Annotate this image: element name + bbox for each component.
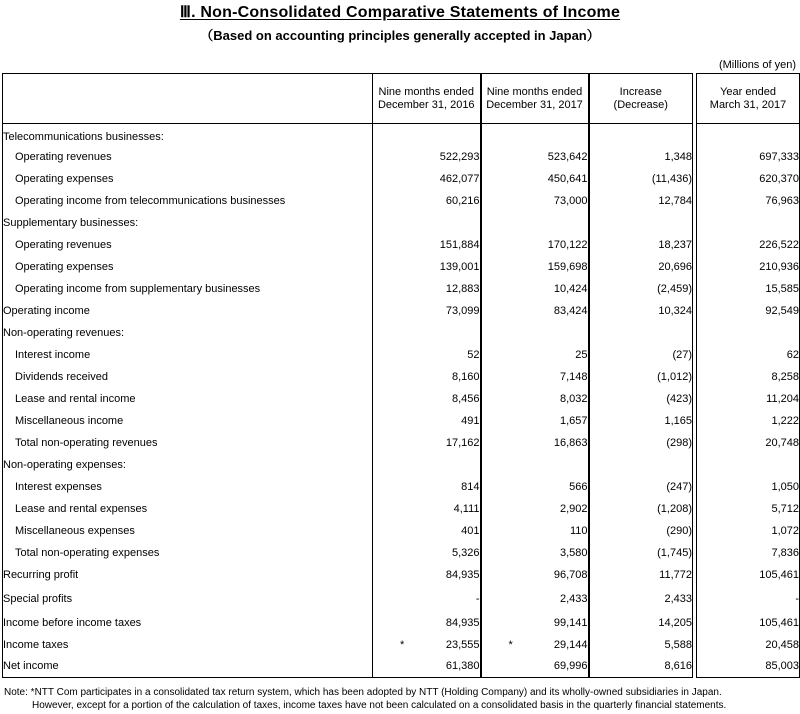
cell-change: 11,772 <box>659 568 692 581</box>
cell-mar-2017: 15,585 <box>697 278 800 300</box>
cell-mar-2017: 11,204 <box>697 388 800 410</box>
table-row <box>3 612 800 634</box>
table-header-row <box>3 74 800 124</box>
table-row <box>3 586 800 612</box>
cell-mar-2017: 697,333 <box>697 146 800 168</box>
cell-dec-2017: * 29,144 <box>481 634 589 656</box>
table-row <box>3 168 800 190</box>
cell-change: 10,324 <box>658 304 692 317</box>
cell-dec-2016: 84,935 <box>373 564 481 586</box>
cell-change: (1,208) <box>657 502 692 515</box>
cell-mar-2017: 8,258 <box>697 366 800 388</box>
cell-mar-2017: 20,748 <box>697 432 800 454</box>
row-label: Non-operating revenues: <box>3 322 373 344</box>
cell-dec-2016: 462,077 <box>373 168 481 190</box>
cell-dec-2016: * 23,555 <box>373 634 481 656</box>
row-label: Telecommunications businesses: <box>3 124 373 146</box>
cell-mar-2017: 1,050 <box>697 476 800 498</box>
cell-dec-2016: 139,001 <box>373 256 481 278</box>
unit-label: (Millions of yen) <box>718 59 796 71</box>
cell-mar-2017: 76,963 <box>697 190 800 212</box>
table-row <box>3 344 800 366</box>
note-marker: * <box>400 638 405 651</box>
cell-dec-2017 <box>481 454 589 476</box>
row-label: Lease and rental income <box>3 388 373 410</box>
cell-change: (423) <box>666 392 692 405</box>
cell-mar-2017: 620,370 <box>697 168 800 190</box>
cell-dec-2017: 16,863 <box>481 432 589 454</box>
table-row <box>3 234 800 256</box>
table-row <box>3 322 800 344</box>
cell-dec-2016 <box>373 454 481 476</box>
cell-mar-2017: 1,222 <box>697 410 800 432</box>
row-label: Non-operating expenses: <box>3 454 373 476</box>
row-label: Total non-operating expenses <box>3 542 373 564</box>
row-label: Dividends received <box>3 366 373 388</box>
cell-mar-2017: - <box>697 586 800 612</box>
cell-dec-2016 <box>373 124 481 146</box>
row-label: Operating expenses <box>3 256 373 278</box>
cell-dec-2016: 52 <box>373 344 481 366</box>
cell-dec-2016: 401 <box>373 520 481 542</box>
row-label: Miscellaneous expenses <box>3 520 373 542</box>
cell-change: 8,616 <box>589 656 693 678</box>
row-label: Lease and rental expenses <box>3 498 373 520</box>
cell-dec-2016: 17,162 <box>373 432 481 454</box>
row-label: Income taxes <box>3 634 373 656</box>
cell-mar-2017: 1,072 <box>697 520 800 542</box>
cell-dec-2017: 159,698 <box>481 256 589 278</box>
row-label: Operating revenues <box>3 146 373 168</box>
cell-mar-2017: 7,836 <box>697 542 800 564</box>
cell-dec-2017 <box>481 124 589 146</box>
cell-change: (1,012) <box>657 370 692 383</box>
cell-change <box>589 124 693 146</box>
cell-change: (298) <box>666 436 692 449</box>
table-row <box>3 498 800 520</box>
cell-change: 18,237 <box>658 238 692 251</box>
cell-change: (11,436) <box>651 172 692 185</box>
table-row <box>3 564 800 586</box>
income-statement-table <box>2 73 800 678</box>
cell-dec-2016: 5,326 <box>373 542 481 564</box>
cell-dec-2016: 522,293 <box>373 146 481 168</box>
cell-change: 1,165 <box>664 414 692 427</box>
cell-dec-2016: 61,380 <box>373 656 481 678</box>
cell-change: 14,205 <box>658 616 692 629</box>
table-row <box>3 388 800 410</box>
cell-dec-2016: - <box>373 586 481 612</box>
header-label-cell <box>3 74 373 124</box>
cell-mar-2017: 210,936 <box>697 256 800 278</box>
cell-dec-2017: 2,433 <box>481 586 589 612</box>
cell-dec-2016: 4,111 <box>373 498 481 520</box>
cell-mar-2017 <box>697 212 800 234</box>
table-row <box>3 300 800 322</box>
cell-dec-2016: 814 <box>373 476 481 498</box>
cell-change: 20,696 <box>658 260 692 273</box>
cell-dec-2016: 491 <box>373 410 481 432</box>
cell-dec-2017: 566 <box>481 476 589 498</box>
cell-dec-2016: 60,216 <box>373 190 481 212</box>
cell-change: 12,784 <box>658 194 692 207</box>
row-label: Operating income from telecommunications businesses <box>3 190 373 212</box>
row-label: Income before income taxes <box>3 612 373 634</box>
table-row <box>3 542 800 564</box>
cell-change <box>589 322 693 344</box>
cell-dec-2017: 83,424 <box>481 300 589 322</box>
table-row <box>3 454 800 476</box>
header-col-c: Increase (Decrease) <box>589 74 693 124</box>
cell-dec-2017: 450,641 <box>481 168 589 190</box>
row-label: Recurring profit <box>3 564 373 586</box>
cell-dec-2016 <box>373 212 481 234</box>
table-row <box>3 410 800 432</box>
row-label: Operating expenses <box>3 168 373 190</box>
table-row <box>3 190 800 212</box>
cell-dec-2017: 170,122 <box>481 234 589 256</box>
table-row <box>3 432 800 454</box>
cell-change: 2,433 <box>664 592 692 605</box>
cell-mar-2017: 5,712 <box>697 498 800 520</box>
row-label: Operating income from supplementary businesses <box>3 278 373 300</box>
table-body <box>3 124 800 678</box>
cell-change: (247) <box>666 480 692 493</box>
cell-mar-2017 <box>697 124 800 146</box>
cell-dec-2017: 3,580 <box>481 542 589 564</box>
note-marker: * <box>508 638 513 651</box>
cell-change: 5,588 <box>664 638 692 651</box>
cell-mar-2017: 226,522 <box>697 234 800 256</box>
row-label: Miscellaneous income <box>3 410 373 432</box>
page-subtitle: （Based on accounting principles generally accepted in Japan） <box>200 28 600 43</box>
header-col-d: Year ended March 31, 2017 <box>697 74 800 124</box>
cell-dec-2016: 84,935 <box>373 612 481 634</box>
cell-dec-2017 <box>481 212 589 234</box>
cell-mar-2017: 62 <box>697 344 800 366</box>
cell-change: 1,348 <box>664 150 692 163</box>
footnote <box>4 686 726 712</box>
table-row <box>3 520 800 542</box>
cell-dec-2017: 99,141 <box>481 612 589 634</box>
header-col-a: Nine months ended December 31, 2016 <box>373 74 481 124</box>
table-row <box>3 634 800 656</box>
cell-dec-2016 <box>373 322 481 344</box>
cell-dec-2017: 73,000 <box>481 190 589 212</box>
table-row <box>3 366 800 388</box>
cell-dec-2017: 7,148 <box>481 366 589 388</box>
cell-dec-2016: 8,456 <box>373 388 481 410</box>
cell-dec-2017: 110 <box>481 520 589 542</box>
cell-change <box>589 454 693 476</box>
cell-mar-2017: 20,458 <box>697 634 800 656</box>
cell-change: (2,459) <box>657 282 692 295</box>
cell-dec-2017: 2,902 <box>481 498 589 520</box>
table-row <box>3 278 800 300</box>
cell-dec-2017: 69,996 <box>481 656 589 678</box>
cell-change: (27) <box>672 348 692 361</box>
cell-dec-2016: 73,099 <box>373 300 481 322</box>
cell-mar-2017 <box>697 322 800 344</box>
table-row <box>3 212 800 234</box>
cell-dec-2017 <box>481 322 589 344</box>
cell-mar-2017: 105,461 <box>697 564 800 586</box>
cell-dec-2017: 523,642 <box>481 146 589 168</box>
page-title: Ⅲ. Non-Consolidated Comparative Statements of Income <box>179 4 621 21</box>
cell-dec-2017: 25 <box>481 344 589 366</box>
row-label: Interest income <box>3 344 373 366</box>
table-row <box>3 656 800 678</box>
table-row <box>3 256 800 278</box>
cell-mar-2017: 105,461 <box>697 612 800 634</box>
cell-dec-2016: 8,160 <box>373 366 481 388</box>
cell-dec-2017: 1,657 <box>481 410 589 432</box>
cell-change <box>589 212 693 234</box>
cell-mar-2017 <box>697 454 800 476</box>
row-label: Supplementary businesses: <box>3 212 373 234</box>
row-label: Interest expenses <box>3 476 373 498</box>
table-row <box>3 146 800 168</box>
cell-mar-2017: 92,549 <box>697 300 800 322</box>
row-label: Operating revenues <box>3 234 373 256</box>
cell-change: (290) <box>666 524 692 537</box>
row-label: Total non-operating revenues <box>3 432 373 454</box>
footnote-line-1: Note: *NTT Com participates in a consolidated tax return system, which has been adopted by NTT (Holding Company) and its wholly-owned subsidiaries in Japan. <box>4 687 722 698</box>
cell-dec-2016: 12,883 <box>373 278 481 300</box>
cell-dec-2017: 8,032 <box>481 388 589 410</box>
cell-dec-2017: 96,708 <box>481 564 589 586</box>
row-label: Net income <box>3 656 373 678</box>
row-label: Special profits <box>3 586 373 612</box>
cell-mar-2017: 85,003 <box>697 656 800 678</box>
row-label: Operating income <box>3 300 373 322</box>
table-row <box>3 476 800 498</box>
cell-change: (1,745) <box>657 546 692 559</box>
table-row <box>3 124 800 146</box>
header-col-b: Nine months ended December 31, 2017 <box>481 74 589 124</box>
footnote-line-2: However, except for a portion of the calculation of taxes, income taxes have not been calculated on a consolidated basis in the quarterly financial statements. <box>32 700 727 711</box>
cell-dec-2016: 151,884 <box>373 234 481 256</box>
cell-dec-2017: 10,424 <box>481 278 589 300</box>
